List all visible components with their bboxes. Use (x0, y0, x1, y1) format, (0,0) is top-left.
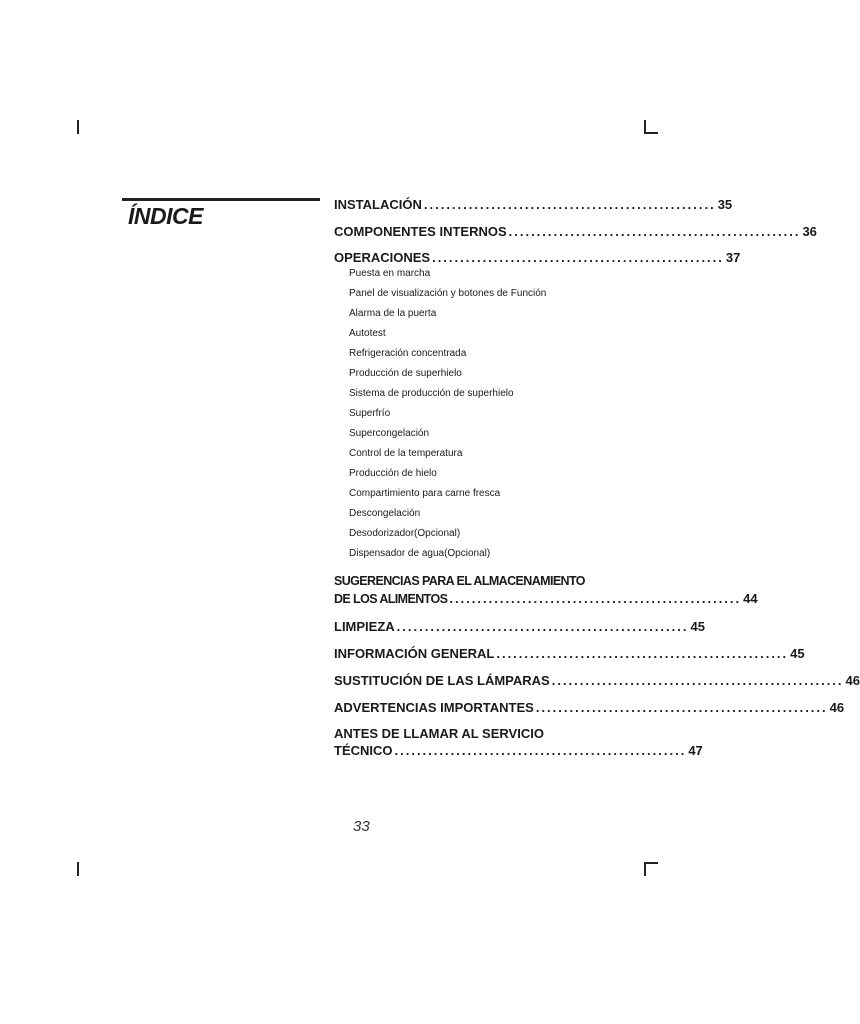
dot-leader: .................................................... (394, 743, 687, 758)
toc-subitem[interactable]: Autotest (349, 328, 386, 339)
dot-leader: .................................................... (432, 250, 724, 265)
toc-subitem[interactable]: Sistema de producción de superhielo (349, 388, 514, 399)
toc-entry-page: 45 (690, 619, 705, 634)
operaciones-subitems (334, 264, 604, 564)
dot-leader: .................................................... (449, 591, 742, 606)
toc-entry-title-line2: DE LOS ALIMENTOS (334, 592, 448, 606)
toc-entry-page: 36 (802, 224, 817, 239)
toc-subitem[interactable]: Alarma de la puerta (349, 308, 437, 319)
toc-entry-line2 (334, 590, 758, 608)
toc-subitem[interactable]: Desodorizador(Opcional) (349, 528, 461, 539)
toc-subitem[interactable]: Control de la temperatura (349, 448, 463, 459)
toc-entry-page: 44 (743, 591, 758, 606)
toc-entry-sugerencias[interactable] (334, 573, 758, 608)
toc-entry-title: INFORMACIÓN GENERAL (334, 646, 495, 661)
page-number: 33 (353, 818, 370, 835)
dot-leader: .................................................... (508, 224, 801, 239)
crop-mark-top-right-horizontal (644, 132, 658, 134)
dot-leader: .................................................... (396, 619, 689, 634)
dot-leader: .................................................... (423, 197, 716, 212)
toc-entry-instalacion[interactable] (334, 195, 733, 215)
toc-entry-line2 (334, 742, 703, 759)
toc-subitem[interactable]: Puesta en marcha (349, 268, 431, 279)
toc-entry-title: LIMPIEZA (334, 619, 395, 634)
toc-entry-title: COMPONENTES INTERNOS (334, 224, 507, 239)
heading-rule (122, 198, 320, 201)
toc-entry-title-line2: TÉCNICO (334, 743, 393, 758)
toc-entry-informacion[interactable] (334, 644, 805, 664)
toc-entry-page: 35 (717, 197, 733, 212)
toc-entry-title-line1: ANTES DE LLAMAR AL SERVICIO (334, 726, 544, 741)
toc-entry-page: 46 (829, 700, 845, 715)
toc-subitem[interactable]: Compartimiento para carne fresca (349, 488, 501, 499)
toc-entry-antes[interactable] (334, 725, 703, 759)
table-of-contents (334, 195, 860, 759)
toc-subitem[interactable]: Supercongelación (349, 428, 430, 439)
toc-entry-limpieza[interactable] (334, 617, 705, 637)
dot-leader: .................................................... (535, 700, 828, 715)
toc-subitem[interactable]: Dispensador de agua(Opcional) (349, 548, 491, 559)
crop-mark-bottom-right-horizontal (644, 862, 658, 864)
toc-entry-page: 45 (790, 646, 805, 661)
dot-leader: .................................................... (496, 646, 789, 661)
toc-entry-title: ADVERTENCIAS IMPORTANTES (334, 700, 534, 715)
toc-subitem[interactable]: Producción de superhielo (349, 368, 462, 379)
toc-entry-page: 46 (845, 673, 860, 688)
toc-entry-page: 47 (688, 743, 703, 758)
toc-entry-title: INSTALACIÓN (334, 197, 422, 212)
crop-mark-bottom-left (77, 862, 79, 876)
toc-subitem[interactable]: Panel de visualización y botones de Función (349, 288, 547, 299)
toc-subitem[interactable]: Refrigeración concentrada (349, 348, 467, 359)
toc-entry-title: SUSTITUCIÓN DE LAS LÁMPARAS (334, 673, 550, 688)
toc-entry-advertencias[interactable] (334, 698, 845, 718)
toc-entry-title-line1: SUGERENCIAS PARA EL ALMACENAMIENTO (334, 574, 585, 588)
toc-entry-componentes[interactable] (334, 222, 817, 242)
toc-entry-sustitucion[interactable] (334, 671, 860, 691)
page-heading: ÍNDICE (128, 203, 203, 229)
crop-mark-bottom-right-vertical (644, 862, 646, 876)
dot-leader: .................................................... (551, 673, 844, 688)
toc-subitem[interactable]: Producción de hielo (349, 468, 437, 479)
toc-entry-page: 37 (725, 250, 741, 265)
toc-entry-title: OPERACIONES (334, 250, 431, 265)
toc-subitem[interactable]: Descongelación (349, 508, 421, 519)
crop-mark-top-left (77, 120, 79, 134)
toc-subitem[interactable]: Superfrío (349, 408, 391, 419)
